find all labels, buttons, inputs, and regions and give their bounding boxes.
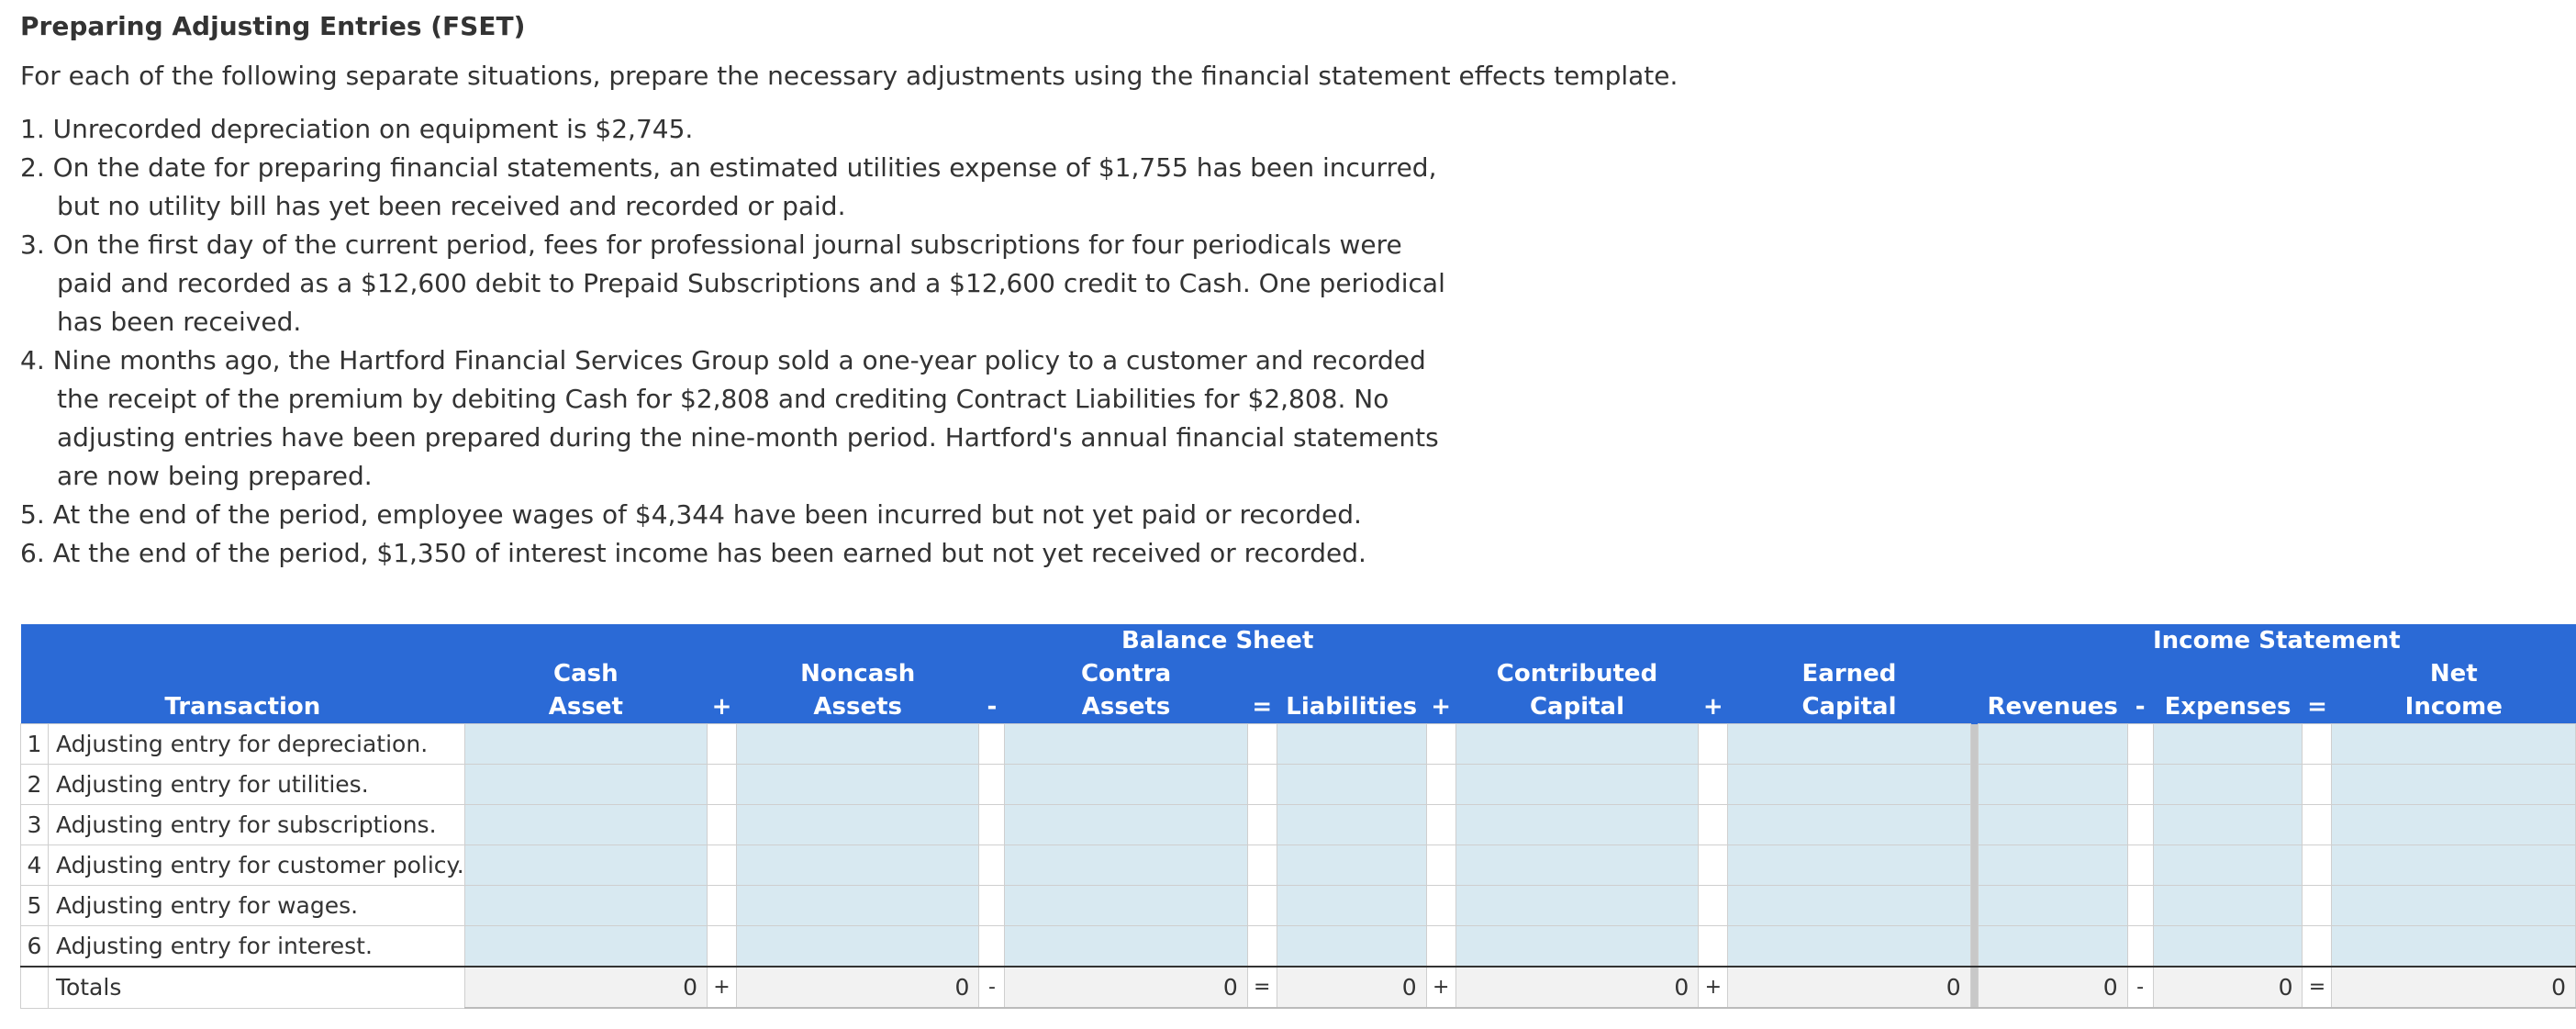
noncash-header-line1: Noncash	[736, 657, 978, 690]
net-income-input[interactable]	[2332, 845, 2576, 886]
noncash-input[interactable]	[736, 805, 978, 845]
cash-header-line1: Cash	[464, 657, 707, 690]
noncash-total: 0	[736, 967, 978, 1008]
net-income-header-line2: Income	[2332, 690, 2576, 724]
contra-input[interactable]	[1005, 724, 1247, 765]
earned-total: 0	[1728, 967, 1970, 1008]
contra-input[interactable]	[1005, 765, 1247, 805]
revenues-header: Revenues	[1978, 690, 2127, 724]
table-row	[21, 845, 2576, 886]
contra-header-line2: Assets	[1005, 690, 1247, 724]
cash-input[interactable]	[464, 886, 707, 926]
revenues-input[interactable]	[1978, 845, 2127, 886]
earned-input[interactable]	[1728, 886, 1970, 926]
transaction-label: Adjusting entry for interest.	[48, 926, 464, 967]
row-number: 3	[21, 805, 49, 845]
revenues-input[interactable]	[1978, 805, 2127, 845]
contra-input[interactable]	[1005, 926, 1247, 967]
revenues-input[interactable]	[1978, 724, 2127, 765]
noncash-input[interactable]	[736, 886, 978, 926]
contra-input[interactable]	[1005, 805, 1247, 845]
noncash-input[interactable]	[736, 845, 978, 886]
earned-input[interactable]	[1728, 845, 1970, 886]
earned-header-line1: Earned	[1728, 657, 1970, 690]
row-number: 6	[21, 926, 49, 967]
row-number: 1	[21, 724, 49, 765]
contra-header-line1: Contra	[1005, 657, 1247, 690]
situation-item: 1. Unrecorded depreciation on equipment is $2,745.	[20, 114, 694, 144]
expenses-input[interactable]	[2153, 886, 2303, 926]
transaction-label: Adjusting entry for wages.	[48, 886, 464, 926]
situation-item: 5. At the end of the period, employee wages of $4,344 have been incurred but not yet paid or recorded.	[20, 499, 1362, 530]
net-income-input[interactable]	[2332, 886, 2576, 926]
transaction-label: Adjusting entry for utilities.	[48, 765, 464, 805]
revenues-input[interactable]	[1978, 765, 2127, 805]
liabilities-input[interactable]	[1277, 886, 1426, 926]
contributed-input[interactable]	[1455, 886, 1699, 926]
expenses-input[interactable]	[2153, 926, 2303, 967]
contributed-input[interactable]	[1455, 845, 1699, 886]
transaction-label: Adjusting entry for subscriptions.	[48, 805, 464, 845]
cash-input[interactable]	[464, 805, 707, 845]
cash-input[interactable]	[464, 926, 707, 967]
income-statement-header: Income Statement	[1978, 624, 2575, 657]
operator: -	[2127, 690, 2153, 724]
operator: =	[2303, 690, 2332, 724]
liabilities-header: Liabilities	[1277, 690, 1426, 724]
revenues-input[interactable]	[1978, 886, 2127, 926]
liabilities-input[interactable]	[1277, 805, 1426, 845]
contra-total: 0	[1005, 967, 1247, 1008]
situation-item: 4. Nine months ago, the Hartford Financial Services Group sold a one-year policy to a customer and recorded the receipt of the premium by debiting Cash for $2,808 and crediting Contract Liabilities for $2,808. No adjusting entries have been prepared during the nine-month period. Hartford's annual financial statements are now being prepared.	[20, 345, 1439, 491]
expenses-input[interactable]	[2153, 805, 2303, 845]
net-income-input[interactable]	[2332, 805, 2576, 845]
cash-input[interactable]	[464, 724, 707, 765]
liabilities-total: 0	[1277, 967, 1426, 1008]
liabilities-input[interactable]	[1277, 926, 1426, 967]
operator: -	[979, 690, 1005, 724]
operator: =	[2303, 967, 2332, 1008]
earned-header-line2: Capital	[1728, 690, 1970, 724]
expenses-input[interactable]	[2153, 845, 2303, 886]
transaction-label: Adjusting entry for depreciation.	[48, 724, 464, 765]
transaction-label: Adjusting entry for customer policy.	[48, 845, 464, 886]
table-row	[21, 724, 2576, 765]
contributed-input[interactable]	[1455, 926, 1699, 967]
expenses-input[interactable]	[2153, 724, 2303, 765]
expenses-header: Expenses	[2153, 690, 2303, 724]
totals-row	[21, 967, 2576, 1008]
contributed-input[interactable]	[1455, 765, 1699, 805]
liabilities-input[interactable]	[1277, 724, 1426, 765]
instructions: For each of the following separate situations, prepare the necessary adjustments using the financial statement effects template.	[20, 61, 1678, 91]
net-income-input[interactable]	[2332, 765, 2576, 805]
net-income-header-line1: Net	[2332, 657, 2576, 690]
noncash-input[interactable]	[736, 765, 978, 805]
earned-input[interactable]	[1728, 805, 1970, 845]
contributed-header-line1: Contributed	[1455, 657, 1699, 690]
net-income-input[interactable]	[2332, 926, 2576, 967]
operator: -	[2127, 967, 2153, 1008]
operator: +	[708, 690, 737, 724]
operator: +	[1699, 690, 1728, 724]
fset-table	[20, 624, 2576, 1009]
operator: -	[979, 967, 1005, 1008]
contributed-input[interactable]	[1455, 805, 1699, 845]
earned-input[interactable]	[1728, 765, 1970, 805]
contributed-input[interactable]	[1455, 724, 1699, 765]
expenses-input[interactable]	[2153, 765, 2303, 805]
operator: +	[708, 967, 737, 1008]
table-row	[21, 886, 2576, 926]
net-income-total: 0	[2332, 967, 2576, 1008]
contra-input[interactable]	[1005, 845, 1247, 886]
contributed-total: 0	[1455, 967, 1699, 1008]
contra-input[interactable]	[1005, 886, 1247, 926]
noncash-input[interactable]	[736, 926, 978, 967]
net-income-input[interactable]	[2332, 724, 2576, 765]
operator: =	[1247, 690, 1277, 724]
balance-sheet-header: Balance Sheet	[464, 624, 1970, 657]
cash-input[interactable]	[464, 845, 707, 886]
row-number: 5	[21, 886, 49, 926]
table-row	[21, 926, 2576, 967]
earned-input[interactable]	[1728, 926, 1970, 967]
revenues-total: 0	[1978, 967, 2127, 1008]
operator: +	[1699, 967, 1728, 1008]
situation-item: 2. On the date for preparing financial statements, an estimated utilities expense of $1,755 has been incurred, but no utility bill has yet been received and recorded or paid.	[20, 152, 1437, 221]
cash-input[interactable]	[464, 765, 707, 805]
contributed-header-line2: Capital	[1455, 690, 1699, 724]
situation-item: 3. On the first day of the current period, fees for professional journal subscriptions for four periodicals were paid and recorded as a $12,600 debit to Prepaid Subscriptions and a $12,600 credit to Cash. One periodical has been received.	[20, 229, 1445, 337]
totals-label: Totals	[48, 967, 464, 1008]
table-row	[21, 805, 2576, 845]
row-number: 4	[21, 845, 49, 886]
operator: =	[1247, 967, 1277, 1008]
liabilities-input[interactable]	[1277, 765, 1426, 805]
table-row	[21, 765, 2576, 805]
page-title: Preparing Adjusting Entries (FSET)	[20, 11, 526, 41]
noncash-input[interactable]	[736, 724, 978, 765]
cash-total: 0	[464, 967, 707, 1008]
earned-input[interactable]	[1728, 724, 1970, 765]
operator: +	[1426, 967, 1455, 1008]
noncash-header-line2: Assets	[736, 690, 978, 724]
expenses-total: 0	[2153, 967, 2303, 1008]
cash-header-line2: Asset	[464, 690, 707, 724]
transaction-header: Transaction	[21, 690, 465, 724]
row-number: 2	[21, 765, 49, 805]
revenues-input[interactable]	[1978, 926, 2127, 967]
operator: +	[1426, 690, 1455, 724]
liabilities-input[interactable]	[1277, 845, 1426, 886]
situation-list	[20, 110, 1452, 573]
situation-item: 6. At the end of the period, $1,350 of interest income has been earned but not yet received or recorded.	[20, 538, 1366, 568]
